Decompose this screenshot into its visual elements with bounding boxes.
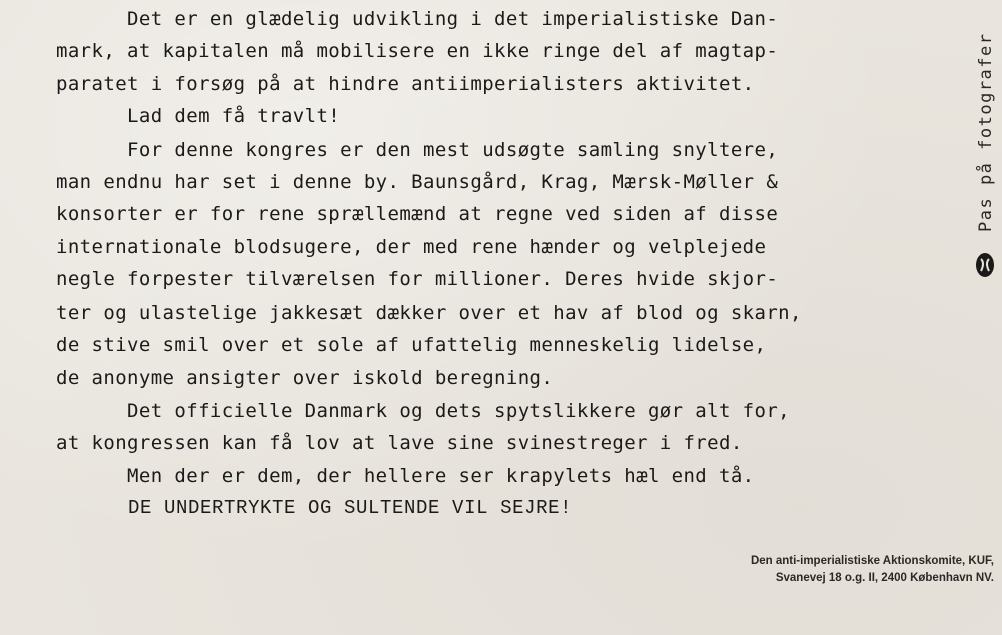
text-line: internationale blodsugere, der med rene hænder og velplejede [56, 236, 767, 258]
side-stamp [972, 0, 998, 240]
text-line: Det officielle Danmark og dets spytslikkere gør alt for, [56, 400, 791, 422]
closing-slogan: DE UNDERTRYKTE OG SULTENDE VIL SEJRE! [56, 497, 573, 519]
side-stamp-text: Pas på fotografer [976, 32, 996, 232]
text-line: negle forpester tilværelsen for millioner. Deres hvide skjor- [56, 268, 779, 290]
text-line: paratet i forsøg på at hindre antiimperialisters aktivitet. [56, 73, 755, 95]
text-line: de anonyme ansigter over iskold beregning. [56, 367, 554, 389]
footer-address: Svanevej 18 o.g. II, 2400 København NV. [775, 572, 994, 585]
text-line: de stive smil over et sole af ufattelig menneskelig lidelse, [56, 334, 767, 356]
text-line: ter og ulastelige jakkesæt dækker over et hav af blod og skarn, [56, 302, 802, 324]
text-line: man endnu har set i denne by. Baunsgård, Krag, Mærsk-Møller & [56, 171, 779, 193]
text-line: For denne kongres er den mest udsøgte samling snyltere, [56, 139, 779, 161]
text-line: Det er en glædelig udvikling i det imperialistiske Dan- [56, 8, 779, 30]
organization-logo-icon [974, 250, 996, 280]
sender-footer [694, 553, 994, 588]
footer-organization: Den anti-imperialistiske Aktionskomite, KUF, [750, 555, 994, 567]
text-line: konsorter er for rene sprællemænd at regne ved siden af disse [56, 203, 779, 225]
text-line: at kongressen kan få lov at lave sine svinestreger i fred. [56, 432, 743, 454]
text-line: mark, at kapitalen må mobilisere en ikke ringe del af magtap- [56, 40, 779, 62]
text-line: Lad dem få travlt! [56, 105, 341, 127]
text-line: Men der er dem, der hellere ser krapylets hæl end tå. [56, 465, 755, 487]
